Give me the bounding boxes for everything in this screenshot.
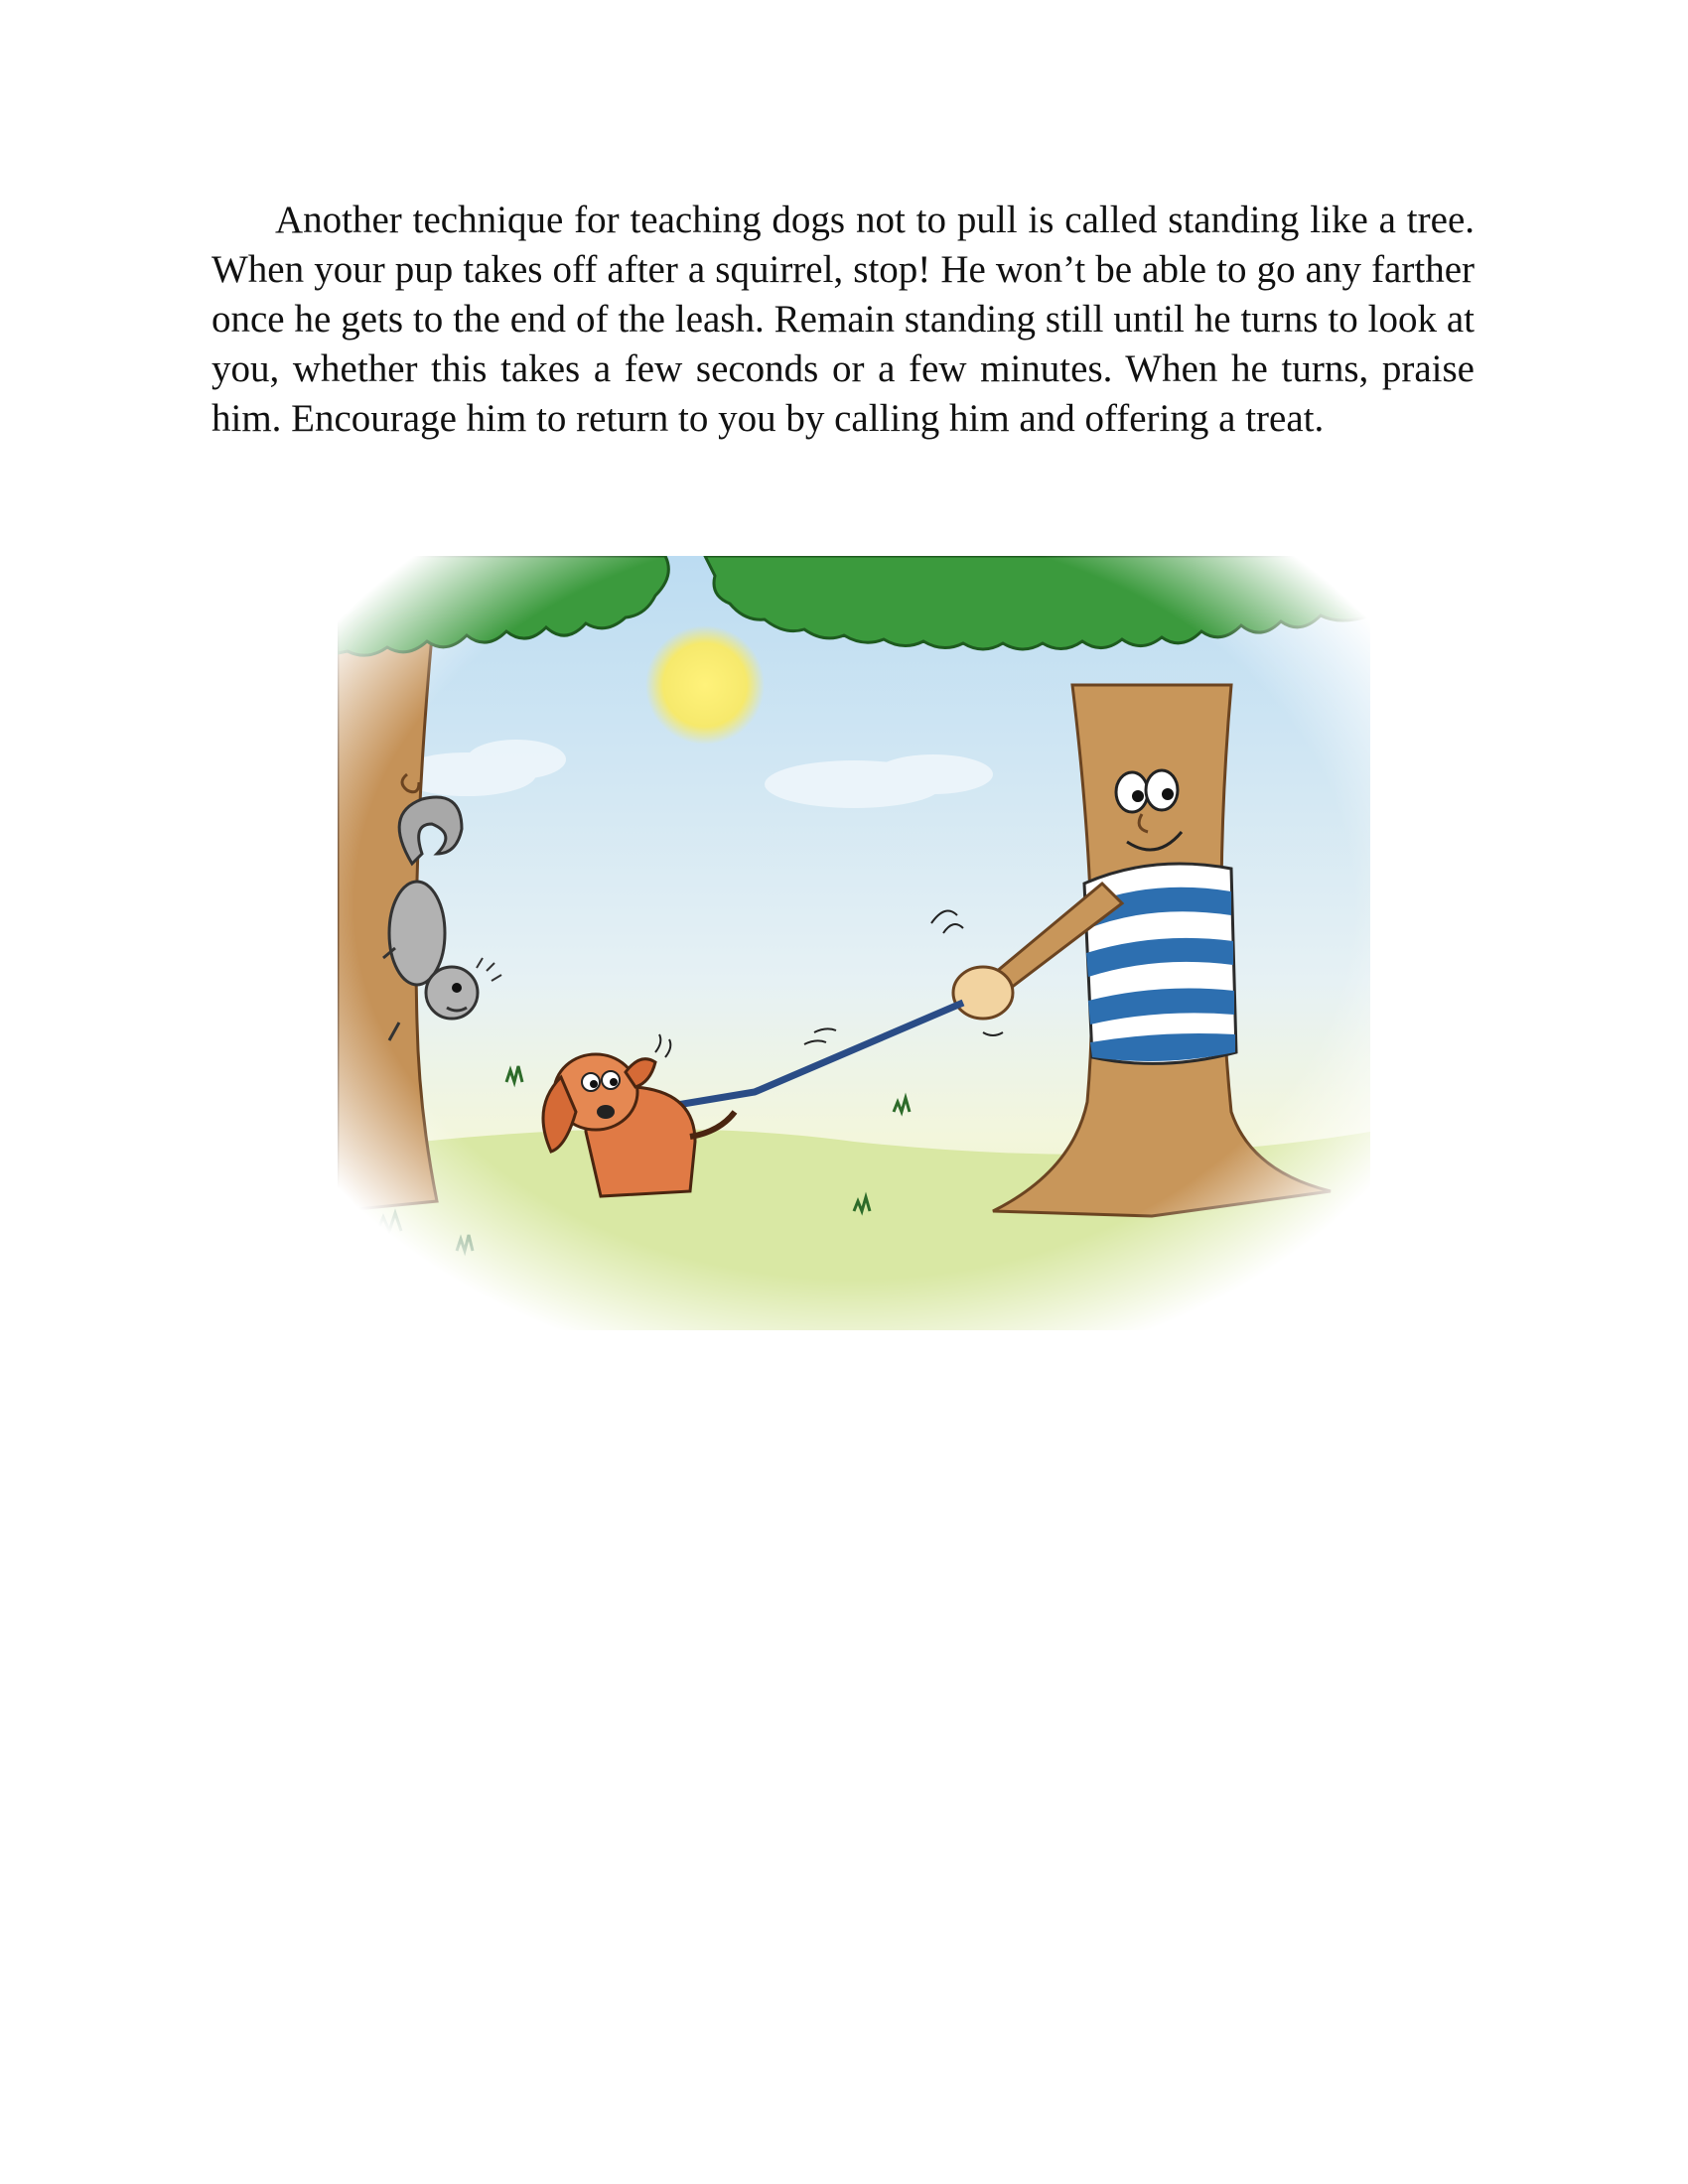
cartoon-illustration [338,556,1370,1330]
vignette [338,556,1370,1330]
body-paragraph: Another technique for teaching dogs not to pull is called standing like a tree. When your pup takes off after a squirrel, stop! He won’t be able to go any farther once he gets to the end of the leash. Remain standing still until he turns to look at you, whether this takes a few seconds or a few minutes. When he turns, praise him. Encourage him to return to you by calling him and offering a treat. [211,199,1475,440]
illustration-svg [338,556,1370,1330]
